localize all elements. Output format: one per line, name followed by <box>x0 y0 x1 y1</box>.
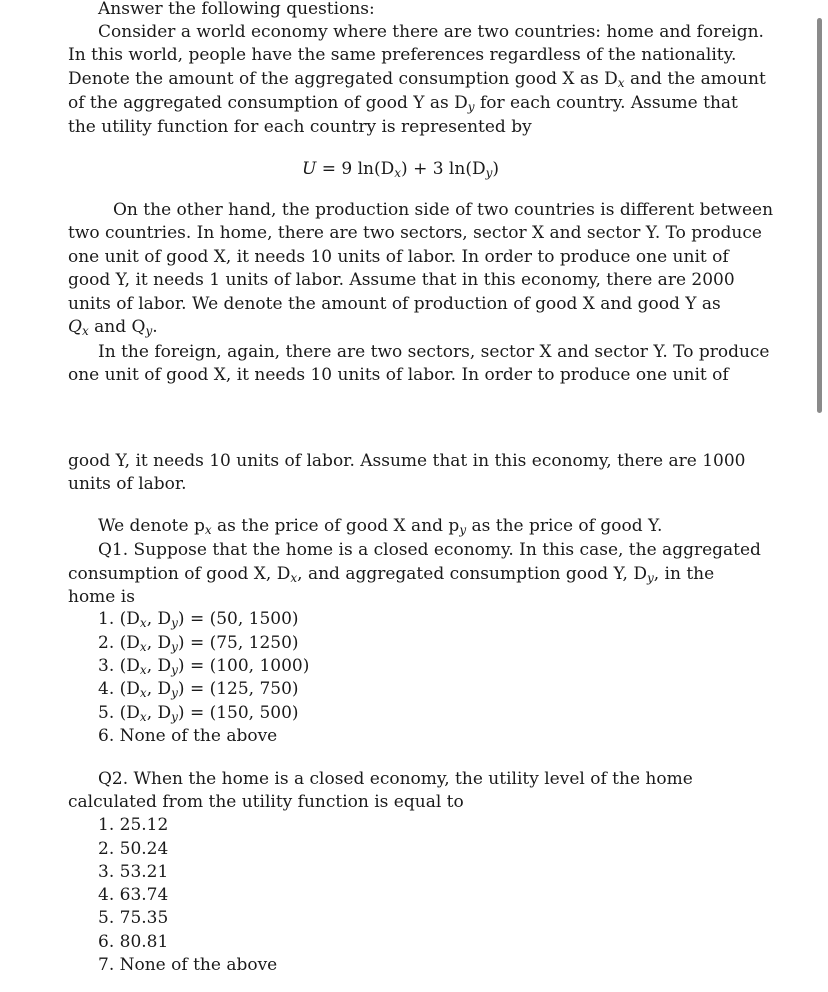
q2-option: 5. 75.35 <box>98 908 169 928</box>
paragraph-line: units of labor. <box>68 474 187 494</box>
q1-text: consumption of good X, $D_x$, and aggregated consumption good Y, $D_y$, in the <box>68 564 715 585</box>
q1-text: home is <box>68 587 135 607</box>
paragraph-line: the utility function for each country is represented by <box>68 117 532 137</box>
q1-text: Q1. Suppose that the home is a closed economy. In this case, the aggregated <box>98 540 761 560</box>
prices-line: We denote $p_x$ as the price of good X and $p_y$ as the price of good Y. <box>98 516 663 537</box>
q1-option: 6. None of the above <box>98 726 278 746</box>
paragraph-line: one unit of good X, it needs 10 units of labor. In order to produce one unit of <box>68 247 729 267</box>
paragraph-line: Consider a world economy where there are two countries: home and foreign. <box>98 22 764 42</box>
paragraph-line: $Q_x$ and $Q_y$. <box>68 317 158 338</box>
paragraph-line: two countries. In home, there are two sectors, sector X and sector Y. To produce <box>68 223 762 243</box>
q2-text: Q2. When the home is a closed economy, the utility level of the home <box>98 769 693 789</box>
paragraph-line: In the foreign, again, there are two sectors, sector X and sector Y. To produce <box>98 342 770 362</box>
q2-option: 3. 53.21 <box>98 862 169 882</box>
header-text: Answer the following questions: <box>98 0 375 19</box>
paragraph-line: units of labor. We denote the amount of production of good X and good Y as <box>68 294 721 314</box>
q2-option: 4. 63.74 <box>98 885 169 905</box>
q1-option: 4. ($D_x$, $D_y) = (125$, 750) <box>98 679 299 700</box>
scrollbar-thumb[interactable] <box>817 18 822 413</box>
q2-text: calculated from the utility function is equal to <box>68 792 464 812</box>
paragraph-line: one unit of good X, it needs 10 units of labor. In order to produce one unit of <box>68 365 729 385</box>
q1-option: 3. ($D_x$, $D_y) = (100$, 1000) <box>98 656 310 677</box>
paragraph-line: good Y, it needs 1 units of labor. Assume that in this economy, there are 2000 <box>68 270 735 290</box>
q2-option: 1. 25.12 <box>98 815 169 835</box>
q1-option: 2. ($D_x$, $D_y) = (75$, 1250) <box>98 633 299 654</box>
paragraph-line: In this world, people have the same preferences regardless of the nationality. <box>68 45 737 65</box>
q1-option: 1. ($D_x$, $D_y) = (50$, 1500) <box>98 609 299 630</box>
paragraph-line: Denote the amount of the aggregated consumption good X as $D_x$ and the amount <box>68 69 766 90</box>
utility-equation: U = 9 $\ln(D_x) + 3$ $\ln(D_y)$ <box>302 159 500 180</box>
q1-option: 5. ($D_x$, $D_y) = (150$, 500) <box>98 703 299 724</box>
q2-option: 2. 50.24 <box>98 839 169 859</box>
paragraph-line: of the aggregated consumption of good Y as $D_y$ for each country. Assume that <box>68 93 738 114</box>
paragraph-line: On the other hand, the production side of two countries is different between <box>113 200 774 220</box>
paragraph-line: good Y, it needs 10 units of labor. Assume that in this economy, there are 1000 <box>68 451 746 471</box>
q2-option: 6. 80.81 <box>98 932 169 952</box>
q2-option: 7. None of the above <box>98 955 278 975</box>
